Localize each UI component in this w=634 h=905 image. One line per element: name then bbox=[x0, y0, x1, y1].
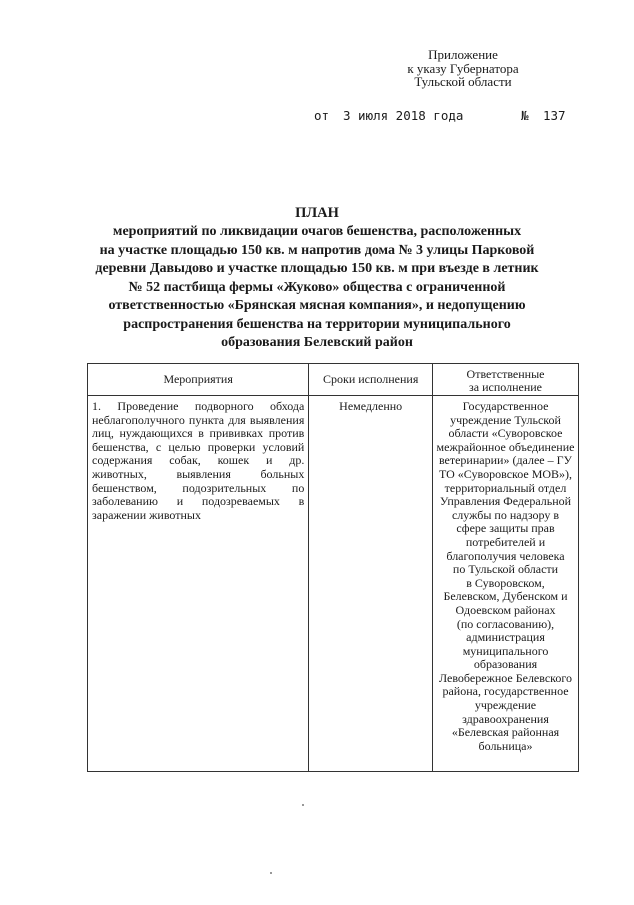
deadline-text: Немедленно bbox=[339, 399, 403, 413]
appendix-line: Приложение bbox=[428, 47, 498, 62]
decree-prefix: от bbox=[314, 108, 330, 123]
subtitle-line: образования Белевский район bbox=[221, 335, 413, 350]
responsible-line: «Белевская районная bbox=[451, 725, 560, 740]
responsible-line: муниципального bbox=[462, 643, 549, 658]
responsible-line: ТО «Суворовское МОВ»), bbox=[438, 466, 573, 481]
header-deadline: Сроки исполнения bbox=[309, 364, 433, 396]
subtitle-line: на участке площадью 150 кв. м напротив дома № 3 улицы Парковой bbox=[99, 242, 535, 258]
scan-speck bbox=[302, 804, 304, 806]
table-row bbox=[88, 396, 579, 772]
responsible-line: по Тульской области bbox=[452, 562, 559, 577]
header-responsible bbox=[433, 364, 579, 396]
responsible-line: (по согласованию), bbox=[456, 616, 555, 631]
responsible-line: Управления Федеральной bbox=[439, 494, 572, 509]
responsible-list bbox=[433, 396, 578, 753]
decree-date: 3 июля 2018 года bbox=[343, 108, 464, 123]
plan-subtitle bbox=[60, 223, 574, 353]
appendix-line: к указу Губернатора bbox=[407, 60, 519, 76]
responsible-line: Белевском, Дубенском и bbox=[443, 589, 568, 604]
responsible-line: учреждение Тульской bbox=[450, 412, 561, 427]
scan-speck bbox=[270, 872, 272, 874]
responsible-line: сфере защиты прав bbox=[456, 521, 555, 536]
subtitle-line: № 52 пастбища фермы «Жуково» общества с ограниченной bbox=[128, 279, 506, 295]
responsible-line: здравоохранения bbox=[462, 711, 549, 726]
plan-table bbox=[87, 363, 579, 772]
responsible-line: образования bbox=[473, 657, 538, 672]
decree-number: 137 bbox=[543, 108, 566, 123]
responsible-line: в Суворовском, bbox=[466, 575, 545, 590]
responsible-cell bbox=[433, 396, 579, 772]
responsible-line: территориальный отдел bbox=[444, 480, 567, 495]
subtitle-line: деревни Давыдово и участке площадью 150 кв. м при въезде в летник bbox=[95, 261, 539, 276]
responsible-line: учреждение bbox=[474, 698, 537, 713]
responsible-line: администрация bbox=[466, 630, 545, 645]
header-activities: Мероприятия bbox=[88, 364, 309, 396]
appendix-line: Тульской области bbox=[414, 74, 512, 89]
decree-number-label: № bbox=[521, 108, 529, 123]
responsible-line: межрайонное объединение bbox=[436, 439, 575, 454]
responsible-line: района, государственное bbox=[442, 684, 569, 699]
responsible-line: области «Суворовское bbox=[448, 426, 563, 441]
responsible-line: Левобережное Белевского bbox=[438, 670, 573, 685]
responsible-line: Одоевском районах bbox=[455, 602, 556, 617]
deadline-cell bbox=[309, 396, 433, 772]
responsible-line: службы по надзору в bbox=[451, 507, 560, 522]
header-responsible-line: за исполнение bbox=[469, 379, 542, 394]
subtitle-line: распространения бешенства на территории муниципального bbox=[123, 316, 511, 332]
activity-cell bbox=[88, 396, 309, 772]
activity-text: 1. Проведение подворного обхода неблагополучного пункта для выявления лиц, нуждающихся в прививках против бешенства, с целью проверки условий содержания собак, кошек и др. животных, выявления больных бешенством, подозрительных по заболеванию и подозреваемых в заражении животных bbox=[92, 399, 305, 522]
subtitle-line: ответственностью «Брянская мясная компания», и недопущению bbox=[108, 298, 526, 313]
appendix-header bbox=[378, 48, 548, 89]
responsible-line: ветеринарии» (далее – ГУ bbox=[438, 453, 573, 468]
table-header-row bbox=[88, 364, 579, 396]
header-responsible-line: Ответственные bbox=[466, 366, 545, 381]
subtitle-line: мероприятий по ликвидации очагов бешенства, расположенных bbox=[112, 224, 522, 239]
responsible-line: больница» bbox=[478, 738, 533, 753]
responsible-line: потребителей и bbox=[465, 534, 546, 549]
plan-title: ПЛАН bbox=[295, 205, 339, 221]
responsible-line: благополучия человека bbox=[446, 548, 565, 563]
responsible-line: Государственное bbox=[462, 399, 549, 413]
